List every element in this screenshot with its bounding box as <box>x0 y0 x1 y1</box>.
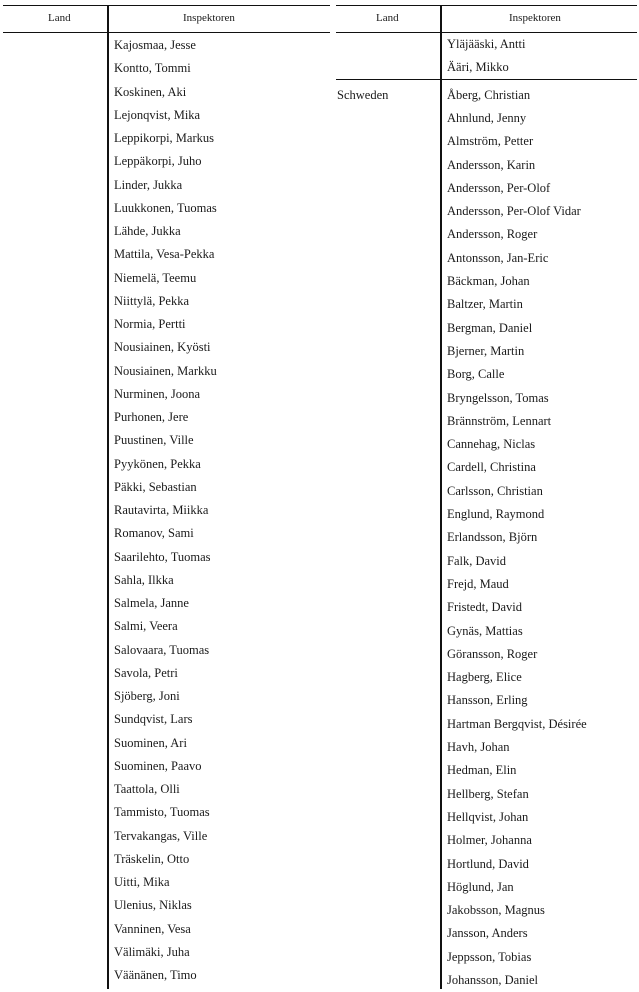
inspector-cell: Brännström, Lennart <box>447 413 552 428</box>
inspector-cell: Träskelin, Otto <box>114 851 190 866</box>
header-inspectors: Inspektoren <box>183 12 235 24</box>
inspector-cell: Kajosmaa, Jesse <box>114 38 196 52</box>
inspector-cell: Hellberg, Stefan <box>447 786 529 801</box>
inspector-cell: Gynäs, Mattias <box>447 623 523 638</box>
inspector-cell: Kontto, Tommi <box>114 61 191 76</box>
inspector-cell: Normia, Pertti <box>114 317 186 331</box>
inspector-cell: Puustinen, Ville <box>114 433 194 448</box>
inspector-cell: Fristedt, David <box>447 600 522 615</box>
inspector-cell: Taattola, Olli <box>114 782 180 796</box>
inspector-cell: Andersson, Per-Olof <box>447 180 551 195</box>
inspector-cell: Sjöberg, Joni <box>114 689 180 703</box>
header-land: Land <box>48 12 71 24</box>
inspector-cell: Suominen, Paavo <box>114 758 202 773</box>
inspector-cell: Höglund, Jan <box>447 879 514 894</box>
inspector-cell: Cardell, Christina <box>447 460 536 475</box>
inspector-cell: Ääri, Mikko <box>447 60 509 75</box>
inspector-cell: Sahla, Ilkka <box>114 572 174 587</box>
inspector-cell: Andersson, Per-Olof Vidar <box>447 204 581 219</box>
inspector-cell: Hartman Bergqvist, Désirée <box>447 716 587 731</box>
inspector-cell: Leppäkorpi, Juho <box>114 154 202 169</box>
inspector-cell: Purhonen, Jere <box>114 410 189 424</box>
inspector-cell: Carlsson, Christian <box>447 483 543 498</box>
inspector-cell: Koskinen, Aki <box>114 84 187 99</box>
header-land: Land <box>376 12 399 24</box>
inspector-cell: Bergman, Daniel <box>447 320 533 335</box>
inspector-cell: Antonsson, Jan-Eric <box>447 250 549 265</box>
inspector-cell: Lejonqvist, Mika <box>114 107 201 122</box>
inspector-cell: Välimäki, Juha <box>114 944 190 959</box>
inspector-cell: Nousiainen, Markku <box>114 363 217 378</box>
inspector-cell: Suominen, Ari <box>114 735 187 750</box>
inspector-cell: Hagberg, Elice <box>447 670 522 685</box>
inspector-cell: Andersson, Roger <box>447 227 538 242</box>
inspector-cell: Rautavirta, Miikka <box>114 503 209 517</box>
inspector-cell: Tervakangas, Ville <box>114 828 208 843</box>
inspector-cell: Väänänen, Timo <box>114 968 197 982</box>
inspector-cell: Sundqvist, Lars <box>114 712 193 727</box>
inspector-cell: Hedman, Elin <box>447 763 517 778</box>
inspector-cell: Luukkonen, Tuomas <box>114 200 217 215</box>
inspector-cell: Jansson, Anders <box>447 926 528 941</box>
inspector-cell: Hortlund, David <box>447 856 529 871</box>
inspector-cell: Åberg, Christian <box>447 87 531 102</box>
inspector-cell: Pyykönen, Pekka <box>114 456 201 471</box>
inspector-cell: Vanninen, Vesa <box>114 921 191 936</box>
inspector-cell: Leppikorpi, Markus <box>114 131 214 145</box>
inspectors-table-right <box>336 5 637 987</box>
inspector-cell: Ahnlund, Jenny <box>447 110 527 125</box>
inspector-cell: Jakobsson, Magnus <box>447 903 545 918</box>
inspector-cell: Johansson, Daniel <box>447 973 538 987</box>
inspector-cell: Andersson, Karin <box>447 157 536 172</box>
inspector-cell: Nousiainen, Kyösti <box>114 340 211 355</box>
column-divider <box>440 5 442 989</box>
inspector-cell: Ulenius, Niklas <box>114 898 192 913</box>
inspector-cell: Nurminen, Joona <box>114 386 201 401</box>
inspectors-table-left <box>3 5 330 982</box>
inspector-cell: Göransson, Roger <box>447 646 538 661</box>
inspector-cell: Niemelä, Teemu <box>114 270 197 285</box>
inspector-cell: Frejd, Maud <box>447 576 509 591</box>
group-separator <box>336 79 637 81</box>
header-inspectors: Inspektoren <box>509 12 561 24</box>
inspector-cell: Salovaara, Tuomas <box>114 642 210 657</box>
inspector-cell: Falk, David <box>447 553 507 568</box>
inspector-cell: Baltzer, Martin <box>447 297 523 312</box>
inspector-cell: Havh, Johan <box>447 740 510 754</box>
inspector-cell: Uitti, Mika <box>114 875 170 889</box>
inspector-cell: Päkki, Sebastian <box>114 479 197 494</box>
inspector-cell: Yläjääski, Antti <box>447 37 526 51</box>
table-header <box>3 5 330 33</box>
inspector-cell: Holmer, Johanna <box>447 833 532 848</box>
inspector-cell: Jeppsson, Tobias <box>447 949 532 964</box>
inspector-cell: Lähde, Jukka <box>114 224 181 238</box>
inspector-cell: Salmela, Janne <box>114 596 189 610</box>
inspector-cell: Linder, Jukka <box>114 177 183 192</box>
country-cell: Schweden <box>337 87 389 102</box>
inspector-cell: Mattila, Vesa-Pekka <box>114 247 215 262</box>
inspector-cell: Almström, Petter <box>447 134 534 149</box>
inspector-cell: Hellqvist, Johan <box>447 809 529 824</box>
inspector-cell: Bryngelsson, Tomas <box>447 390 549 405</box>
inspector-cell: Saarilehto, Tuomas <box>114 549 211 564</box>
inspector-cell: Cannehag, Niclas <box>447 437 536 452</box>
column-divider <box>107 5 109 989</box>
inspector-cell: Niittylä, Pekka <box>114 293 189 308</box>
inspector-cell: Savola, Petri <box>114 665 178 680</box>
inspector-cell: Tammisto, Tuomas <box>114 805 210 820</box>
table-header <box>336 5 637 33</box>
inspector-cell: Romanov, Sami <box>114 526 194 541</box>
inspector-cell: Bjerner, Martin <box>447 343 525 358</box>
inspector-cell: Englund, Raymond <box>447 507 545 521</box>
inspector-cell: Erlandsson, Björn <box>447 530 538 545</box>
inspector-cell: Borg, Calle <box>447 367 505 382</box>
inspector-cell: Bäckman, Johan <box>447 274 530 288</box>
inspector-cell: Salmi, Veera <box>114 619 178 634</box>
inspector-cell: Hansson, Erling <box>447 693 528 708</box>
